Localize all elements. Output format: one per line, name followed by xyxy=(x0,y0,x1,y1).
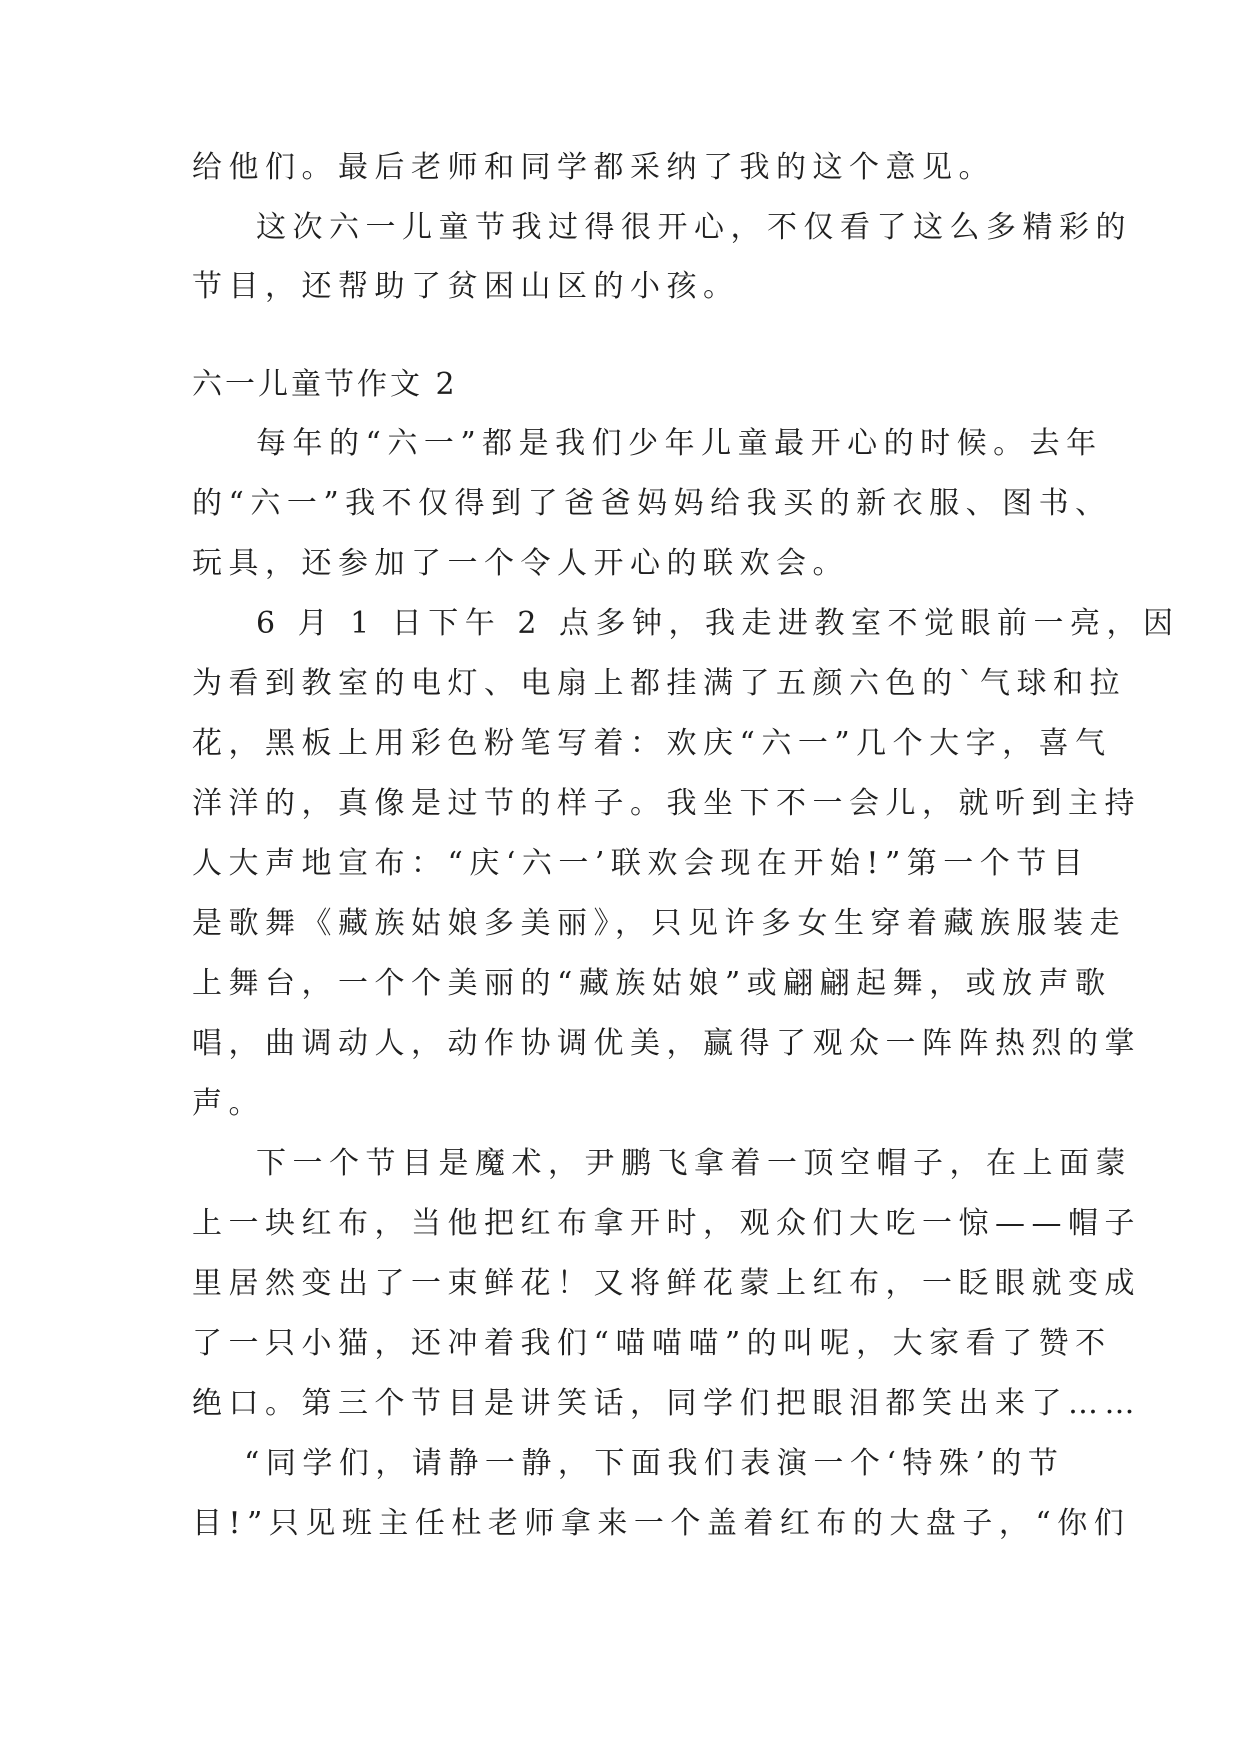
paragraph-line: 上舞台，一个个美丽的“藏族姑娘”或翩翩起舞，或放声歌 xyxy=(192,966,1112,1001)
paragraph-line: 这次六一儿童节我过得很开心，不仅看了这么多精彩的 xyxy=(256,210,1132,245)
paragraph-line: 是歌舞《藏族姑娘多美丽》，只见许多女生穿着藏族服装走 xyxy=(192,906,1126,941)
paragraph-line: 的“六一”我不仅得到了爸爸妈妈给我买的新衣服、图书、 xyxy=(192,486,1112,521)
paragraph-line: 人大声地宣布：“庆‘六一’联欢会现在开始!”第一个节目 xyxy=(192,846,1090,881)
paragraph-line: “同学们，请静一静，下面我们表演一个‘特殊’的节 xyxy=(244,1446,1065,1481)
paragraph-line: 花，黑板上用彩色粉笔写着：欢庆“六一”几个大字，喜气 xyxy=(192,726,1112,761)
paragraph-line: 绝口。第三个节目是讲笑话，同学们把眼泪都笑出来了…… xyxy=(192,1386,1141,1421)
paragraph-line: 为看到教室的电灯、电扇上都挂满了五颜六色的`气球和拉 xyxy=(192,666,1126,701)
paragraph-line: 声。 xyxy=(192,1086,265,1121)
paragraph-line: 6 月 1 日下午 2 点多钟，我走进教室不觉眼前一亮，因 xyxy=(256,606,1180,641)
paragraph-line: 上一块红布，当他把红布拿开时，观众们大吃一惊——帽子 xyxy=(192,1206,1141,1241)
paragraph-line: 洋洋的，真像是过节的样子。我坐下不一会儿，就听到主持 xyxy=(192,786,1141,821)
paragraph-line: 玩具，还参加了一个令人开心的联欢会。 xyxy=(192,546,849,581)
paragraph-line: 了一只小猫，还冲着我们“喵喵喵”的叫呢，大家看了赞不 xyxy=(192,1326,1112,1361)
paragraph-line: 每年的“六一”都是我们少年儿童最开心的时候。去年 xyxy=(256,426,1103,461)
paragraph-line: 给他们。最后老师和同学都采纳了我的这个意见。 xyxy=(192,150,995,185)
paragraph-line: 目!”只见班主任杜老师拿来一个盖着红布的大盘子，“你们 xyxy=(192,1506,1131,1541)
section-heading: 六一儿童节作文 2 xyxy=(192,367,458,402)
paragraph-line: 唱，曲调动人，动作协调优美，赢得了观众一阵阵热烈的掌 xyxy=(192,1026,1141,1061)
paragraph-line: 节目，还帮助了贫困山区的小孩。 xyxy=(192,269,740,304)
paragraph-line: 下一个节目是魔术，尹鹏飞拿着一顶空帽子，在上面蒙 xyxy=(256,1146,1132,1181)
paragraph-line: 里居然变出了一束鲜花！又将鲜花蒙上红布，一眨眼就变成 xyxy=(192,1266,1141,1301)
